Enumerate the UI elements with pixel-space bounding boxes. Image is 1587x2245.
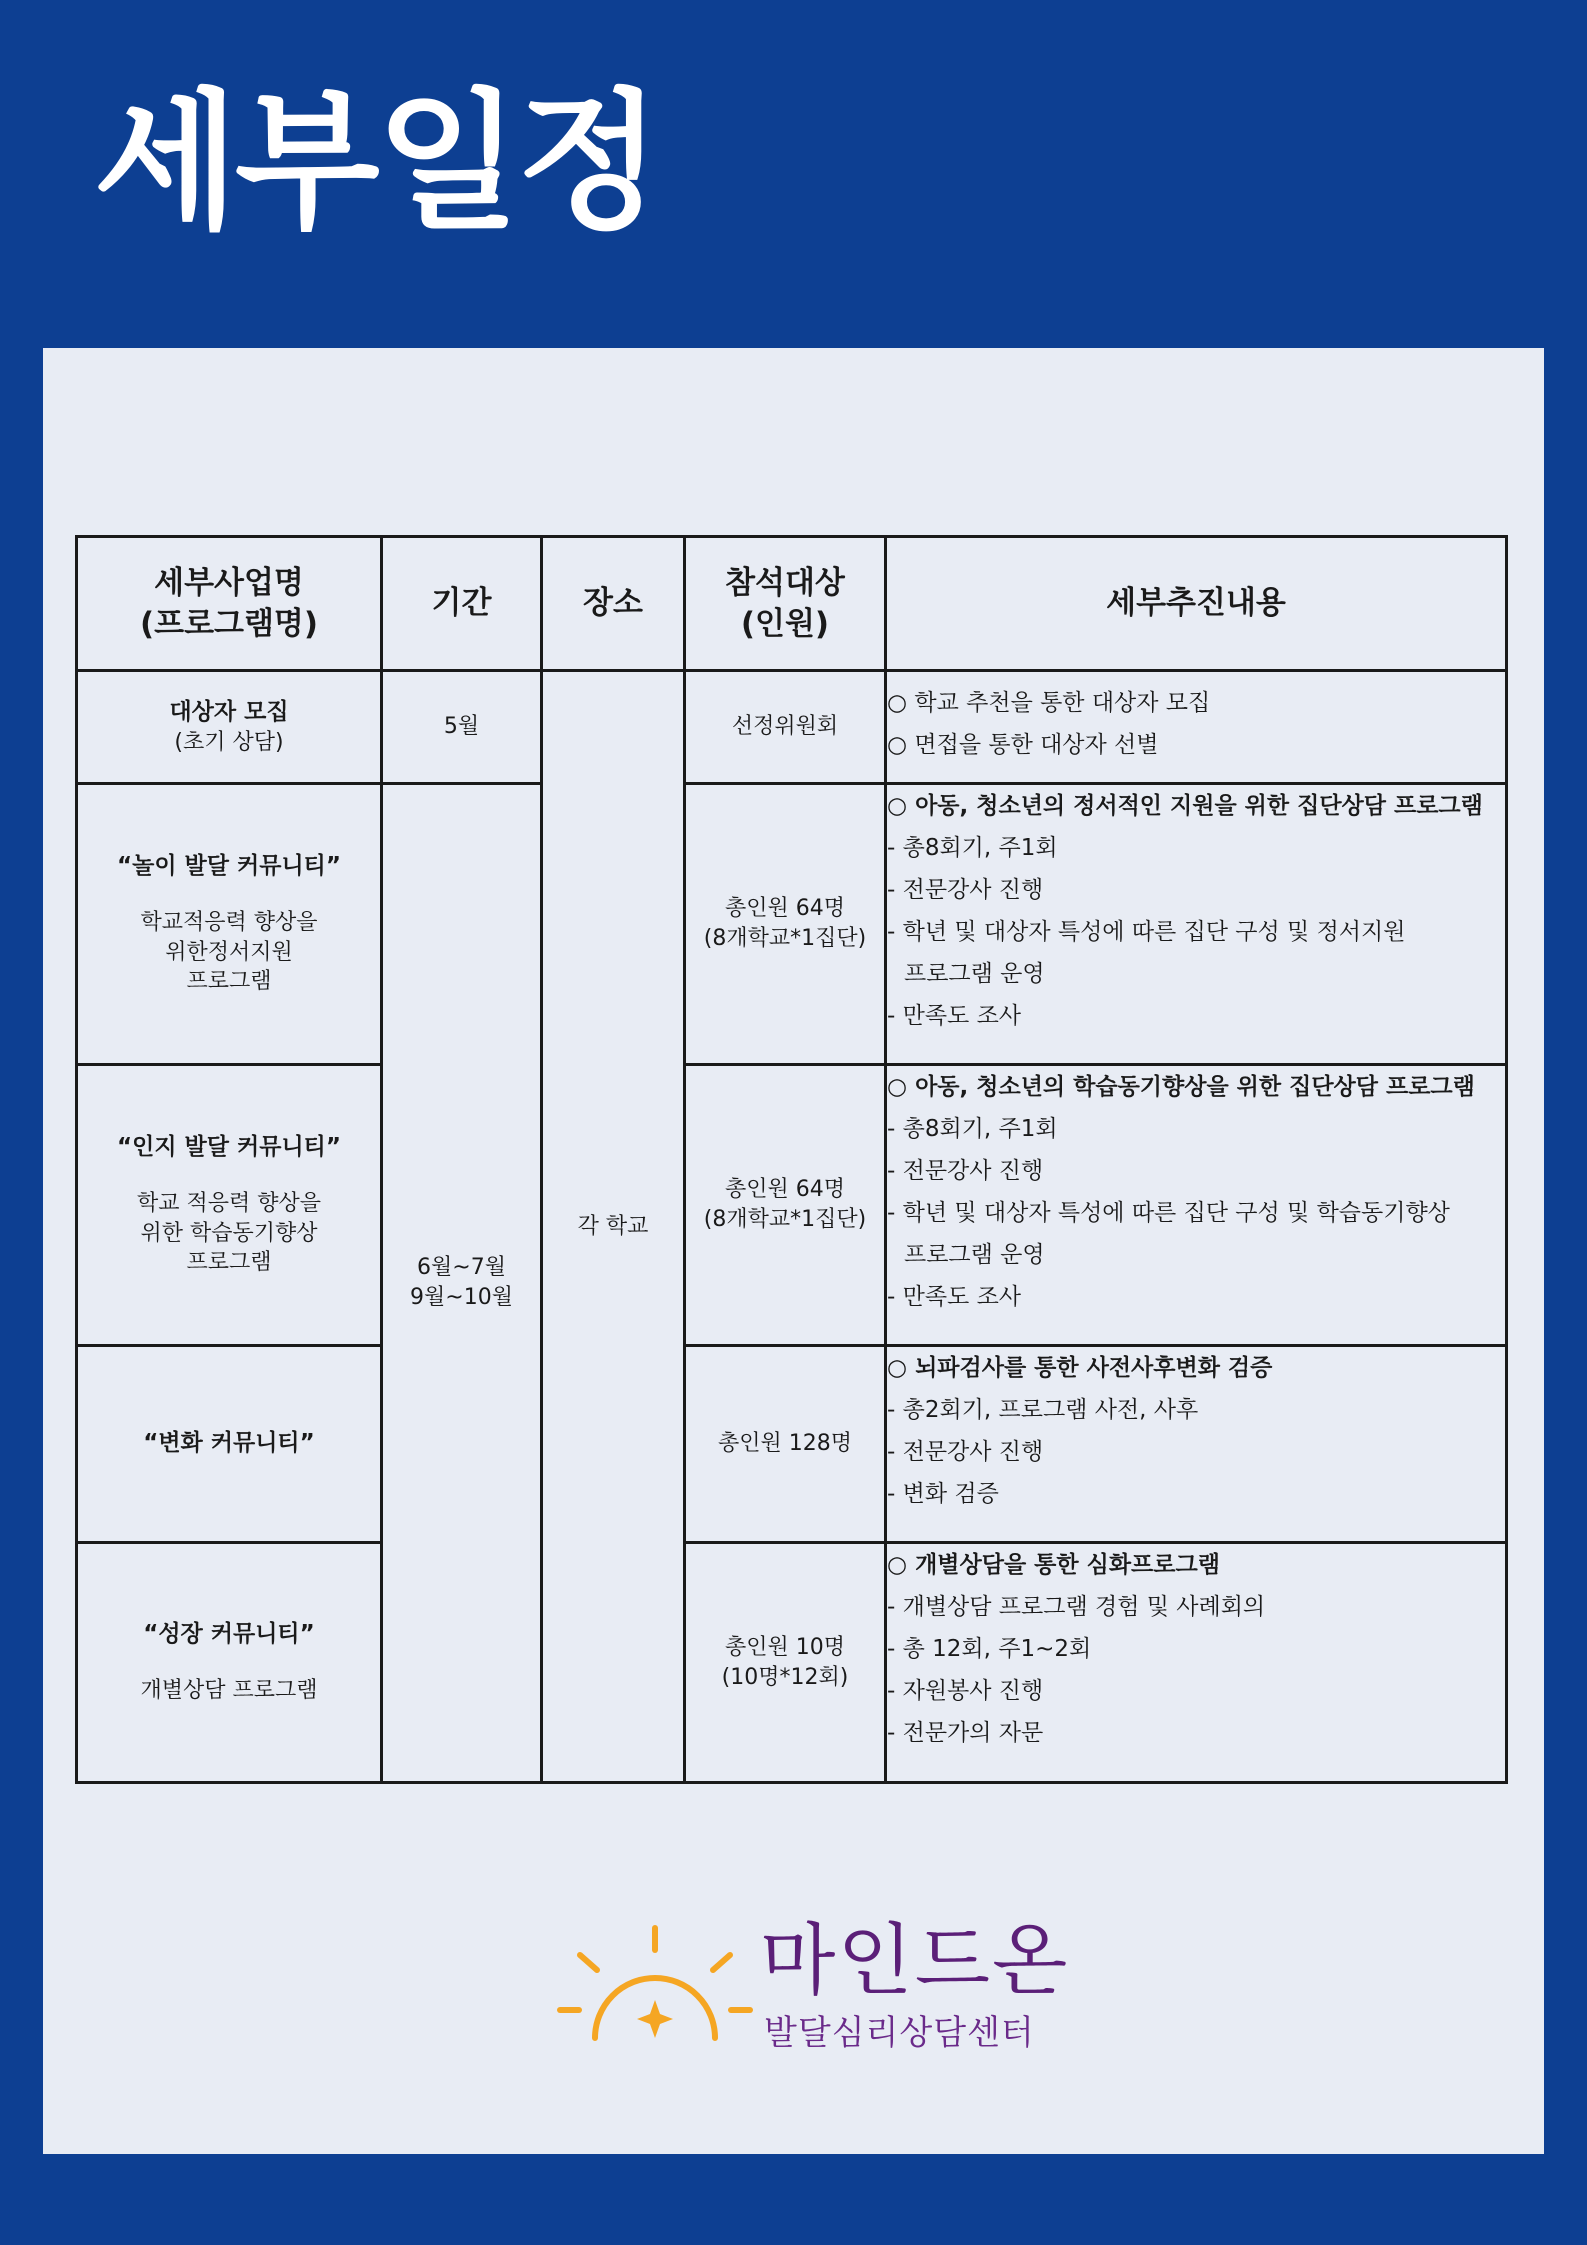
program-desc: 학교적응력 향상을 위한정서지원 프로그램: [140, 909, 318, 995]
header-place: 장소: [542, 537, 685, 671]
program-desc: 학교 적응력 향상을 위한 학습동기향상 프로그램: [136, 1190, 321, 1276]
detail-heading: ○ 뇌파검사를 통한 사전사후변화 검증: [887, 1355, 1273, 1381]
detail-line: - 전문강사 진행: [887, 1439, 1044, 1465]
header-period: 기간: [382, 537, 542, 671]
program-desc: 개별상담 프로그램: [140, 1678, 318, 1704]
program-name: “놀이 발달 커뮤니티”: [117, 852, 341, 879]
detail-line: - 학년 및 대상자 특성에 따른 집단 구성 및 학습동기향상: [887, 1200, 1450, 1226]
detail-line: - 변화 검증: [887, 1481, 999, 1507]
header-details: 세부추진내용: [886, 537, 1507, 671]
program-cell: [77, 1543, 382, 1783]
table-row: [77, 671, 1507, 784]
detail-line: - 개별상담 프로그램 경험 및 사례회의: [887, 1594, 1266, 1620]
detail-line: - 만족도 조사: [887, 1284, 1022, 1310]
detail-line: - 총8회기, 주1회: [887, 1116, 1058, 1142]
detail-heading: ○ 개별상담을 통한 심화프로그램: [887, 1552, 1220, 1578]
program-name: “성장 커뮤니티”: [143, 1621, 315, 1648]
logo-sub-text: 발달심리상담센터: [764, 2013, 1035, 2053]
details-cell: [886, 1346, 1507, 1543]
detail-line: - 학년 및 대상자 특성에 따른 집단 구성 및 정서지원: [887, 919, 1406, 945]
schedule-table: [75, 535, 1508, 1784]
table-row: [77, 1346, 1507, 1543]
details-cell: [886, 671, 1507, 784]
program-cell: [77, 784, 382, 1065]
program-name: “변화 커뮤니티”: [143, 1430, 315, 1457]
target-cell: 선정위원회: [685, 671, 886, 784]
details-cell: [886, 1065, 1507, 1346]
detail-line: - 총 12회, 주1~2회: [887, 1636, 1092, 1662]
program-cell: [77, 671, 382, 784]
detail-line: 프로그램 운영: [904, 1242, 1045, 1268]
target-cell: 총인원 64명 (8개학교*1집단): [685, 1065, 886, 1346]
detail-line: - 전문가의 자문: [887, 1720, 1044, 1746]
program-name: 대상자 모집: [169, 698, 289, 725]
detail-line: - 만족도 조사: [887, 1003, 1022, 1029]
period-cell: 5월: [382, 671, 542, 784]
program-sub: (초기 상담): [174, 729, 284, 755]
logo-main-text: 마인드온: [760, 1916, 1070, 2006]
detail-heading: ○ 아동, 청소년의 학습동기향상을 위한 집단상담 프로그램: [887, 1074, 1475, 1100]
details-cell: [886, 1543, 1507, 1783]
detail-line: - 자원봉사 진행: [887, 1678, 1044, 1704]
table-row: [77, 1543, 1507, 1783]
place-value: 각 학교: [577, 1213, 649, 1239]
target-cell: 총인원 10명 (10명*12회): [685, 1543, 886, 1783]
period-cell-merged: [382, 784, 542, 1783]
program-cell: [77, 1346, 382, 1543]
header-program: 세부사업명 (프로그램명): [77, 537, 382, 671]
table-row: [77, 784, 1507, 1065]
detail-line: - 총8회기, 주1회: [887, 835, 1058, 861]
place-cell: [542, 671, 685, 1783]
detail-line: - 총2회기, 프로그램 사전, 사후: [887, 1397, 1199, 1423]
target-cell: 총인원 128명: [685, 1346, 886, 1543]
program-name: “인지 발달 커뮤니티”: [117, 1133, 341, 1160]
detail-heading: ○ 아동, 청소년의 정서적인 지원을 위한 집단상담 프로그램: [887, 793, 1483, 819]
detail-line: - 전문강사 진행: [887, 877, 1044, 903]
page-title: 세부일정: [94, 76, 658, 250]
period-value: 6월~7월 9월~10월: [410, 1255, 513, 1310]
table-row: [77, 1065, 1507, 1346]
target-cell: 총인원 64명 (8개학교*1집단): [685, 784, 886, 1065]
details-cell: [886, 784, 1507, 1065]
header-row: [77, 537, 1507, 671]
detail-line: 프로그램 운영: [904, 961, 1045, 987]
program-cell: [77, 1065, 382, 1346]
detail-line: ○ 면접을 통한 대상자 선별: [887, 732, 1159, 758]
detail-line: ○ 학교 추천을 통한 대상자 모집: [887, 690, 1211, 716]
detail-line: - 전문강사 진행: [887, 1158, 1044, 1184]
header-target: 참석대상 (인원): [685, 537, 886, 671]
